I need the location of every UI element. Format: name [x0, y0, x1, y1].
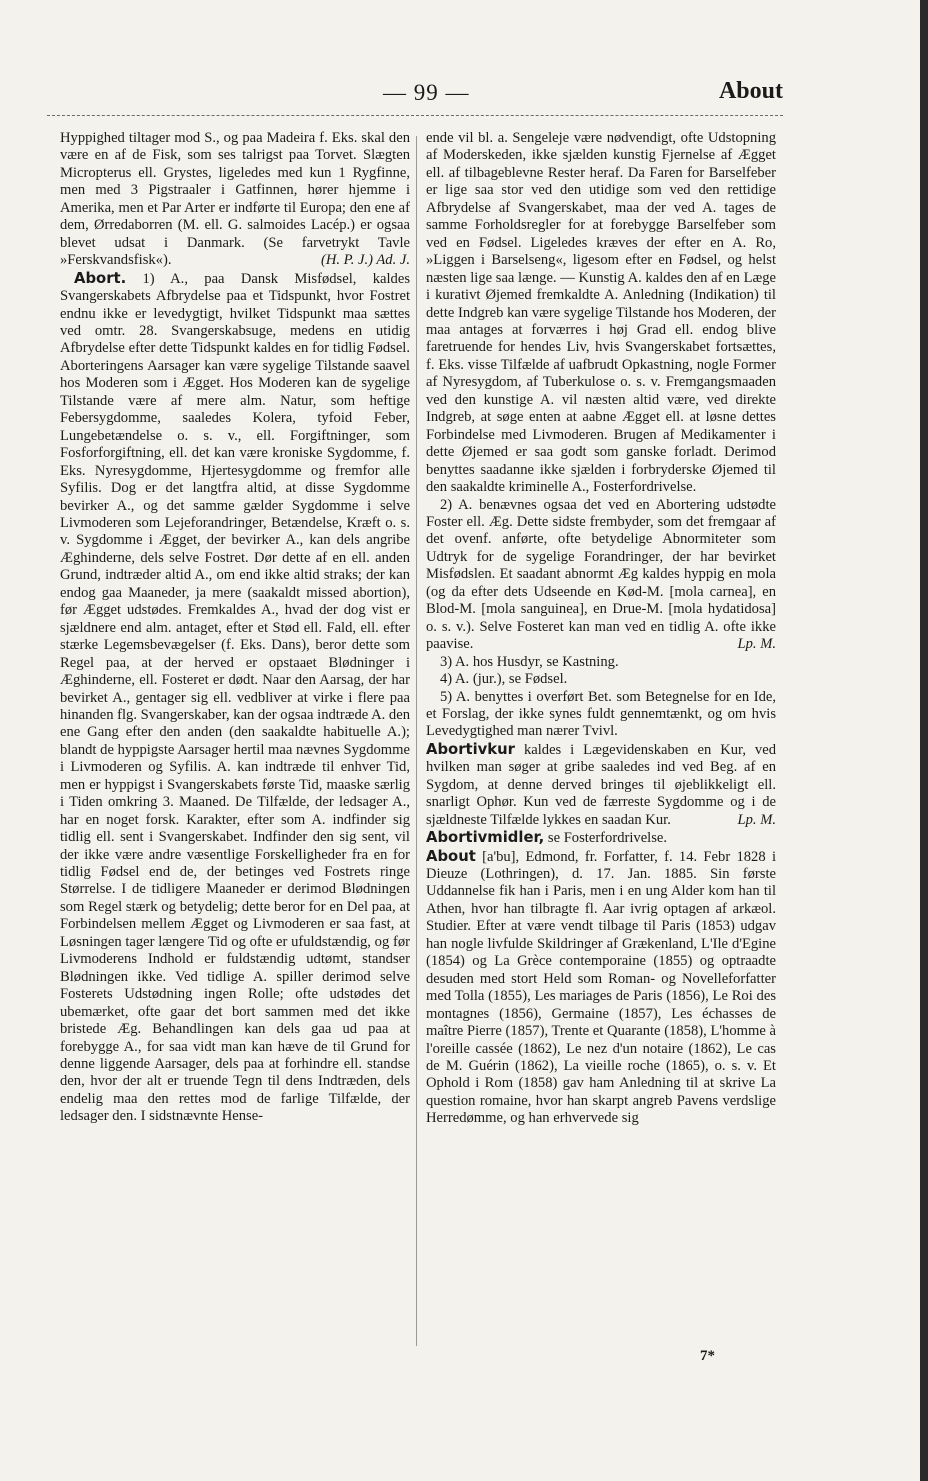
signature-mark: 7*: [700, 1348, 715, 1364]
abort-entry: [60, 270, 410, 1126]
about-entry: [426, 848, 776, 1128]
abort-sense-3: 3) A. hos Husdyr, se Kastning.: [440, 653, 619, 670]
abort-sense-4: 4) A. (jur.), se Fødsel.: [440, 671, 568, 688]
abort-headword: Abort.: [74, 269, 127, 287]
abortivkur-headword: Abortivkur: [426, 740, 515, 758]
abort-sense-2-signature: Lp. M.: [737, 636, 776, 653]
abortivkur-entry: [426, 741, 776, 829]
fish-entry-continuation: [60, 130, 410, 270]
fish-entry-text: Hyppighed tiltager mod S., og paa Madeira f. Eks. skal den være en af de Fisk, som ses talrigst paa Torvet. Slægten Micropterus ell. Grystes, ligeledes med kun 1 Rygfinne, men med 3 Pigstraaler i Gatfinnen, hører hjemme i Amerika, men et Par Arter er indførte til Europa; den ene af dem, Ørredaborren (M. ell. G. salmoides Lacép.) er ogsaa blevet udsat i Danmark. (Se farvetrykt Tavle »Ferskvandsfisk«).: [60, 130, 410, 269]
page-number: — 99 —: [383, 80, 470, 105]
page-edge: [920, 0, 928, 1481]
left-column: [60, 130, 410, 1126]
abort-entry-text: 1) A., paa Dansk Misfødsel, kaldes Svangerskabets Afbrydelse paa et Tidspunkt, hvor Fostret endnu ikke er levedygtigt, hvilket Tidspunkt maa sættes ved omtr. 28. Svangerskabsuge, medens en utidig Afbrydelse efter dette Tidspunkt kaldes en for tidlig Fødsel. Aborteringens Aarsager kan være sygelige Tilstande saavel hos Moderen som i Ægget. Hos Moderen kan de sygelige Tilstande være af mere alm. Natur, som heftige Febersygdomme, saaledes Kolera, tyfoid Feber, Lungebetændelse o. s. v., ell. Forgiftninger, som Fosforforgiftning, ell. det kan være kroniske Sygdomme, f. Eks. Nyresygdomme, Hjertesygdomme og fremfor alle Syfilis. Dog er det langtfra altid, at disse Sygdomme bevirker A., og det samme gælder Sygdomme i selve Livmoderen som Lejeforandringer, Betændelse, Kræft o. s. v. Sygdomme i Ægget, der bevirker A., kan dels angribe Æghinderne, dels selve Fostret. Dør dette af en ell. anden Grund, indtræder altid A., om end ikke altid straks; der kan endog gaa Maaneder, ja mere (saakaldt missed abortion), før Ægget udstødes. Fremkaldes A., hvad der dog vist er sjældnere end alm. antaget, efter et Stød ell. Fald, ell. efter stærke Legemsbevægelser (f. Eks. Dans), beror dette som Regel paa, at der herved er opstaaet Blødninger i Æghinderne, ell. Fosteret er dødt. Naar den Aarsag, der har bevirket A., gentager sig ell. vedbliver at virke i flere paa hinanden flg. Svangerskaber, kan der ogsaa indtræde A. den ene Gang efter den anden (den saakaldte habituelle A.); blandt de hyppigste Aarsager hertil maa nævnes Sygdomme i Livmoderen og Syfilis. A. kan indtræde til enhver Tid, men er hyppigst i Svangerskabets første Tid, maaske særlig i Tiden omkring 3. Maaned. De Tilfælde, der ledsager A., har en noget forsk. Karakter, efter som A. indfinder sig tidlig ell. sent i Svangerskabet. Indfinder den sig sent, vil der ikke være andre væsentlige Forskelligheder fra en for tidlig Fødsel end de, der betinges ved Fostrets ringe Størrelse. I de tidligere Maaneder er derimod Blødningen som Regel stærk og betydelig; dette beror for en Del paa, at Forbindelsen mellem Ægget og Livmoderen er saa fast, at Løsningen tager længere Tid og ofte er ufuldstændig, og før Livmoderens Indhold er fuldstændig udtømt, standser Blødningen ikke. Ved tidlige A. spiller derimod selve Fosterets Udstødning ingen Rolle; ofte udstødes det ubemærket, ofte gaar det bort sammen med det ikke bristede Æg. Behandlingen kan dels gaa ud paa at forebygge A., for saa vidt man kan hæve de til Grund for denne liggende Aarsager, dels paa at forhindre ell. standse den, hvor der alt er truende Tegn til dens Indtræden, dels endelig maa den rettes mod de farlige Tilfælde, der ledsager den. I sidstnævnte Hense-: [60, 270, 410, 1125]
abort-continuation: ende vil bl. a. Sengeleje være nødvendigt, ofte Udstopning af Moderskeden, ikke sjælden kunstig Fjernelse af Ægget ell. af tilbageblevne Rester heraf. Da Faren for Barselfeber er lige saa stor ved den utidige som ved den rettidige Afbrydelse af Svangerskabet, maa der ved A. tages de samme Forholdsregler for at forebygge Barselfeber som ved en Fødsel. Ligeledes kræves der efter en A. Ro, »Liggen i Barselseng«, ligesom efter en Fødsel, og helst næsten lige saa længe. — Kunstig A. kaldes den af en Læge i kurativt Øjemed fremkaldte A. Anledning (Indikation) til dette Indgreb kan være sygelige Tilstande hos Moderen, der maa antages at forværres i høj Grad ell. endog blive faretruende for hendes Liv, hvis Svangerskabet fortsættes, f. Eks. visse Tilfælde af uafbrudt Opkastning, nogle Former af Nyresygdom, af Tuberkulose o. s. v. Fremgangsmaaden ved den kunstige A. vil næsten altid være, ved direkte Indgreb, at søge enten at aabne Ægget ell. at løsne dettes Forbindelse med Livmoderen. Brugen af Medikamenter i dette Øjemed er saa godt som ganske forladt. Derimod benyttes saadanne ikke sjælden i forbryderske Øjemed til den saakaldte kriminelle A., Fosterfordrivelse.: [426, 130, 776, 496]
column-divider: [416, 136, 417, 1346]
abort-sense-2: [426, 497, 776, 654]
abortivkur-text: kaldes i Lægevidenskaben en Kur, ved hvilken man søger at gribe saaledes ind ved Beg. af en Sygdom, at denne derved bringes til øjeblikkeligt ell. snarligt Ophør. Kun ved de færreste Sygdomme og i de sjældneste Tilfælde lykkes en saadan Kur.: [426, 741, 776, 828]
about-entry-text: [a'bu], Edmond, fr. Forfatter, f. 14. Febr 1828 i Dieuze (Lothringen), d. 17. Jan. 1885. Sin første Uddannelse fik han i Paris, men i en ung Alder kom han til Athen, hvor han tilbragte fl. Aar ivrig optagen af arkæol. Studier. Efter at være vendt tilbage til Paris (1853) udgav han nogle livfulde Skildringer af Grækenland, L'Ile d'Egine (1854) og La Grèce contemporaine (1855) og optraadte desuden med stort Held som Roman- og Novelleforfatter med Tolla (1855), Les mariages de Paris (1856), Le Roi des montagnes (1856), Germaine (1857), Les échasses de maître Pierre (1857), Trente et Quarante (1858), L'homme à l'oreille cassée (1862), Le nez d'un notaire (1862), Le cas de M. Guérin (1862), La vieille roche (1865), o. s. v. Et Ophold i Rom (1858) gav ham Anledning til at skrive La question romaine, hvor han skarpt angreb Pavens verdslige Herredømme, og han erhvervede sig: [426, 848, 776, 1127]
abortivmidler-entry: [426, 829, 776, 847]
page-header: [47, 76, 783, 108]
fish-entry-signature: (H. P. J.) Ad. J.: [320, 252, 410, 269]
header-rule: [47, 115, 783, 116]
right-column: [426, 130, 776, 1128]
abortivmidler-text: se Fosterfordrivelse.: [547, 830, 668, 847]
abortivmidler-headword: Abortivmidler,: [426, 829, 545, 847]
abort-sense-2-text: 2) A. benævnes ogsaa det ved en Abortering udstødte Foster ell. Æg. Dette sidste frembyder, som det fremgaar af det ovenf. anførte, ofte betydelige Abnormiteter som Udtryk for de sygelige Forandringer, der har bevirket Misfødslen. Et saadant abnormt Æg kaldes hyppig en mola (og da efter dets Udseende en Kød-M. [mola carnea], en Blod-M. [mola sanguinea], en Drue-M. [mola hydatidosa] o. s. v.). Selve Fosteret kan man ved en tidlig A. ofte ikke paavise.: [426, 496, 776, 653]
about-headword: About: [426, 847, 476, 865]
running-head: About: [718, 78, 783, 104]
abort-sense-5: 5) A. benyttes i overført Bet. som Betegnelse for en Ide, et Forslag, der ikke synes fuldt gennemtænkt, og om hvis Levedygtighed man nærer Tvivl.: [426, 688, 776, 740]
abortivkur-signature: Lp. M.: [737, 811, 776, 828]
